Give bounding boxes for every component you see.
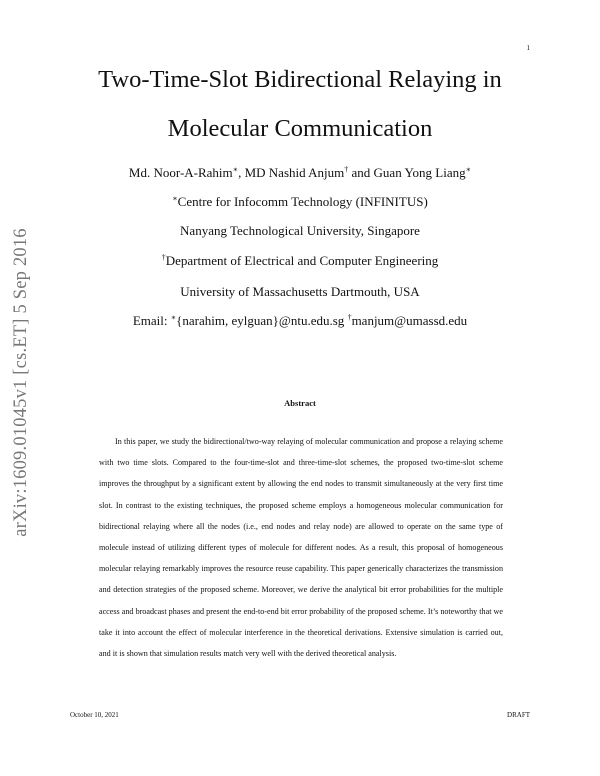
email-line — [0, 314, 600, 327]
affiliation-1-name: Centre for Infocomm Technology (INFINITUS) — [177, 194, 428, 209]
author-3-mark: ∗ — [465, 165, 472, 174]
affiliation-2-mark: † — [161, 253, 166, 262]
email-label: Email: — [132, 313, 171, 328]
author-2: MD Nashid Anjum — [244, 165, 345, 180]
author-separator-1: , — [238, 165, 245, 180]
footer-date: October 10, 2021 — [70, 711, 119, 719]
affiliation-2-line-1 — [0, 254, 600, 267]
author-2-mark: † — [344, 165, 349, 174]
author-3: Guan Yong Liang — [373, 165, 466, 180]
arxiv-stamp-text: arXiv:1609.01045v1 [cs.ET] 5 Sep 2016 — [10, 227, 31, 537]
affiliation-1-mark: ∗ — [172, 194, 178, 203]
author-separator-2: and — [348, 165, 374, 180]
affiliation-1-line-1 — [0, 195, 600, 208]
email-address-2: manjum@umassd.edu — [351, 313, 468, 328]
page-number: 1 — [526, 44, 530, 52]
title-line-2: Molecular Communication — [167, 115, 433, 142]
email-address-1: {narahim, eylguan}@ntu.edu.sg — [176, 313, 348, 328]
author-list — [0, 166, 600, 179]
email-mark-2: † — [347, 313, 352, 322]
affiliation-2-line-2: University of Massachusetts Dartmouth, USA — [180, 284, 420, 299]
abstract-body: In this paper, we study the bidirectional/two-way relaying of molecular communication and propose a relaying scheme with two time slots. Compared to the four-time-slot and three-time-slot schemes, the proposed two-time-slot scheme improves the throughput by a significant extent by allowing the end nodes to transmit simultaneously at the very first time slot. In contrast to the existing techniques, the proposed scheme employs a homogeneous molecular communication for bidirectional relaying where all the nodes (i.e., end nodes and relay node) are allowed to operate on the same type of molecule instead of utilizing different types of molecule for different nodes. As a result, this proposal of homogeneous molecular relaying remarkably improves the resource reuse capability. This paper generically characterizes the transmission and detection strategies of the proposed scheme. Moreover, we derive the analytical bit error probabilities for the multiple access and broadcast phases and present the end-to-end bit error probability of the proposed scheme. It’s noteworthy that we take it into account the effect of molecular interference in the theoretical derivations. Extensive simulation is carried out, and it is shown that simulation results match very well with the derived theoretical analysis. — [99, 437, 503, 659]
affiliation-1-line-2: Nanyang Technological University, Singapore — [180, 223, 420, 238]
affiliation-2-name: Department of Electrical and Computer Engineering — [165, 253, 439, 268]
title-line-1: Two-Time-Slot Bidirectional Relaying in — [98, 66, 502, 93]
abstract-heading: Abstract — [284, 398, 316, 408]
author-1-mark: ∗ — [232, 165, 239, 174]
footer-draft: DRAFT — [507, 711, 530, 719]
email-mark-1: ∗ — [170, 313, 177, 322]
author-1: Md. Noor-A-Rahim — [128, 165, 233, 180]
